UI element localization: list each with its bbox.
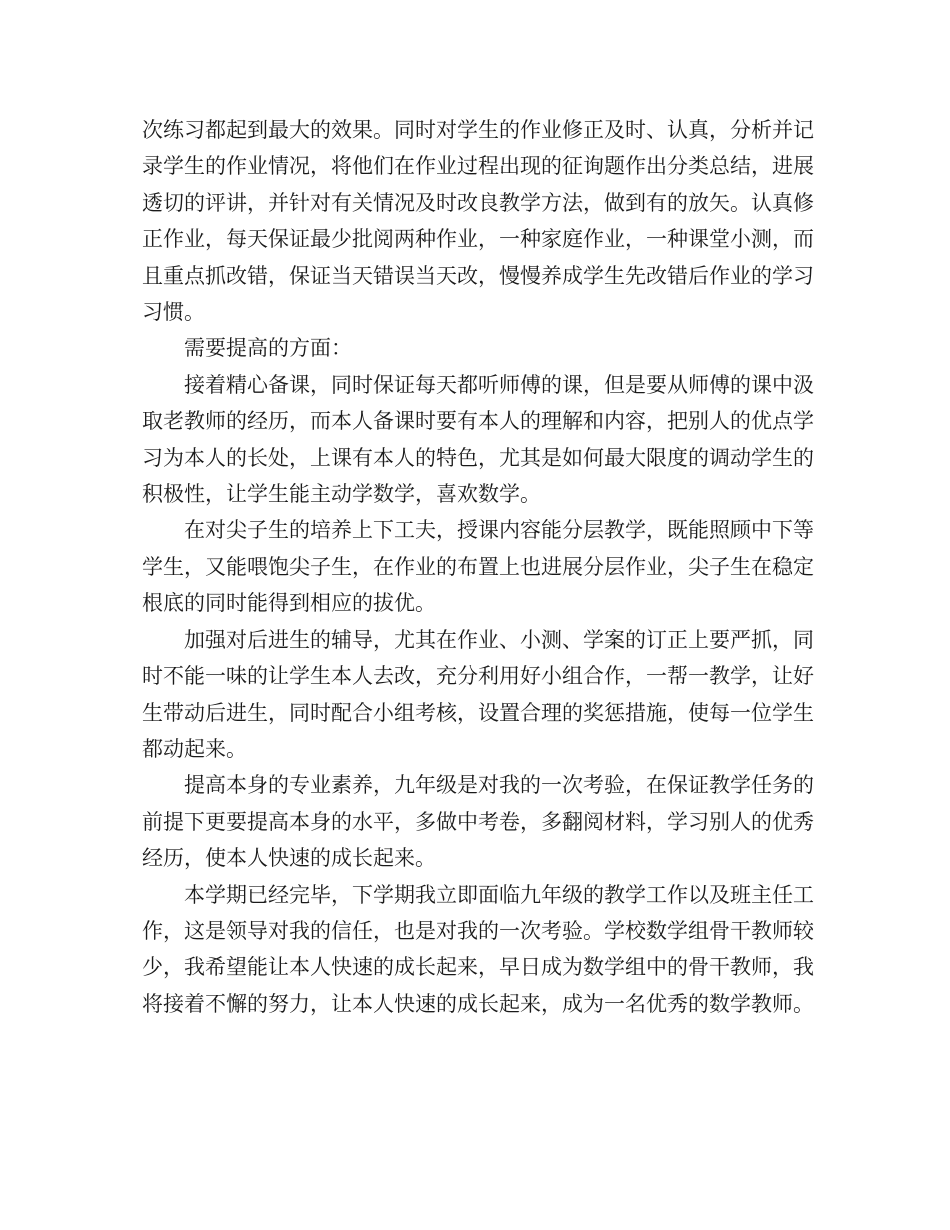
paragraph-continuation: 次练习都起到最大的效果。同时对学生的作业修正及时、认真，分析并记录学生的作业情况，将他们在作业过程出现的征询题作出分类总结，进展透切的评讲，并针对有关情况及时改良教学方法，做到有的放矢。认真修正作业，每天保证最少批阅两种作业，一种家庭作业，一种课堂小测，而且重点抓改错，保证当天错误当天改，慢慢养成学生先改错后作业的学习习惯。 <box>142 118 814 325</box>
paragraph-struggling-students: 加强对后进生的辅导，尤其在作业、小测、学案的订正上要严抓，同时不能一味的让学生本人去改，充分利用好小组合作，一帮一教学，让好生带动后进生，同时配合小组考核，设置合理的奖惩措施，使每一位学生都动起来。 <box>142 627 814 761</box>
paragraph-conclusion: 本学期已经完毕，下学期我立即面临九年级的教学工作以及班主任工作，这是领导对我的信任，也是对我的一次考验。学校数学组骨干教师较少，我希望能让本人快速的成长起来，早日成为数学组中的骨干教师，我将接着不懈的努力，让本人快速的成长起来，成为一名优秀的数学教师。 <box>142 882 814 1016</box>
paragraph-top-students: 在对尖子生的培养上下工夫，授课内容能分层教学，既能照顾中下等学生，又能喂饱尖子生，在作业的布置上也进展分层作业，尖子生在稳定根底的同时能得到相应的拔优。 <box>142 518 814 616</box>
paragraph-lesson-preparation: 接着精心备课，同时保证每天都听师傅的课，但是要从师傅的课中汲取老教师的经历，而本人备课时要有本人的理解和内容，把别人的优点学习为本人的长处，上课有本人的特色，尤其是如何最大限度的调动学生的积极性，让学生能主动学数学，喜欢数学。 <box>142 372 814 507</box>
document-body <box>142 112 814 1022</box>
section-heading-improvements: 需要提高的方面： <box>184 336 352 361</box>
paragraph-professional-development: 提高本身的专业素养，九年级是对我的一次考验，在保证教学任务的前提下更要提高本身的水平，多做中考卷，多翻阅材料，学习别人的优秀经历，使本人快速的成长起来。 <box>142 773 814 871</box>
